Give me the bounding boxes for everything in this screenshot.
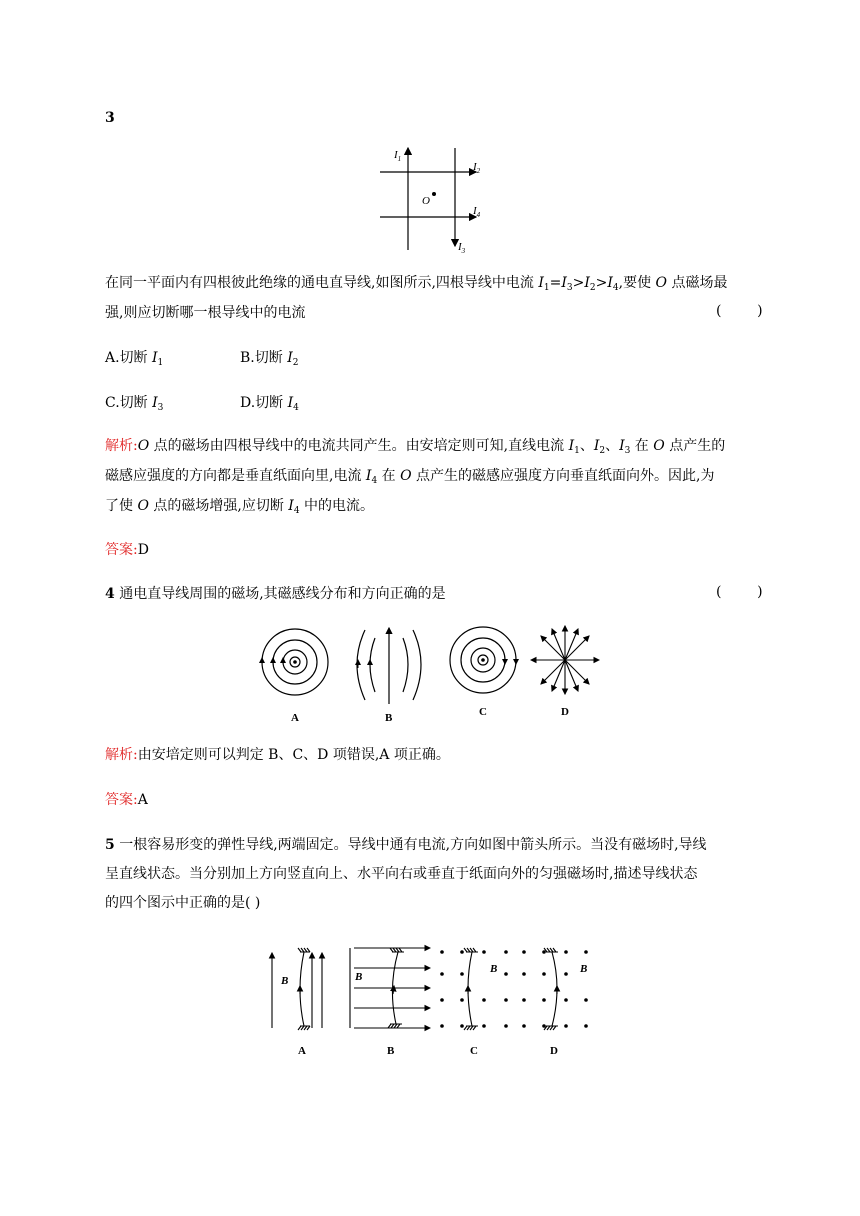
question-5-number: 5 [105,837,115,853]
q5-fig-label-a: A [298,1045,306,1057]
q5-option-a-figure [272,948,322,1030]
q3-analysis-line-1: 解析:O 点的磁场由四根导线中的电流共同产生。由安培定则可知,直线电流 $I_1$、$I_2$、$I_3$ 在 O 点产生的 [105,438,726,456]
q3-answer: 答案:D [105,542,149,558]
label-o: O [422,195,430,207]
fig-label-c: C [479,706,487,718]
question-3-number: 3 [105,110,115,126]
q5-stem-line-1: 5 一根容易形变的弹性导线,两端固定。导线中通有电流,方向如图中箭头所示。当没有磁场时,导线 [105,837,707,853]
q3-option-c: C.切断 $I_3$ [105,395,164,413]
analysis-label: 解析: [105,747,138,763]
q5-option-b-figure [350,948,430,1028]
q3-stem-line-2: 强,则应切断哪一根导线中的电流 [105,305,306,321]
field-label-a: B [281,975,289,987]
answer-label: 答案: [105,792,138,808]
q5-option-c-figure [440,948,508,1030]
q4-field-lines-figure [255,620,605,730]
fig-label-d: D [561,706,569,718]
analysis-label: 解析: [105,438,138,454]
field-label-d: B [580,963,588,975]
option-a-figure [262,629,328,695]
answer-label: 答案: [105,542,138,558]
q3-analysis-line-2: 磁感应强度的方向都是垂直纸面向里,电流 $I_4$ 在 O 点产生的磁感应强度方向垂直纸面向外。因此,为 [105,468,715,486]
option-b-figure [357,628,421,704]
q3-option-b: B.切断 $I_2$ [240,350,299,368]
fig-label-b: B [385,712,393,724]
q5-option-d-figure [522,948,588,1030]
q3-wire-grid-figure [370,142,500,254]
q4-stem: 4 通电直导线周围的磁场,其磁感线分布和方向正确的是 [105,586,446,602]
field-label-c: B [490,963,498,975]
option-d-figure [531,626,599,694]
q4-analysis: 解析:由安培定则可以判定 B、C、D 项错误,A 项正确。 [105,747,450,763]
q3-answer-blank: ( ) [716,303,763,319]
q5-elastic-wire-figure [262,938,602,1060]
q3-analysis-line-3: 了使 O 点的磁场增强,应切断 $I_4$ 中的电流。 [105,498,375,516]
q5-stem-line-3: 的四个图示中正确的是( ) [105,895,261,911]
label-i1: $I_1$ [394,149,402,163]
label-i4: $I_4$ [473,205,481,219]
q3-option-d: D.切断 $I_4$ [240,395,299,413]
q5-fig-label-c: C [470,1045,478,1057]
q4-answer-blank: ( ) [716,584,763,600]
point-o [432,192,436,196]
label-i3: $I_3$ [458,241,466,254]
field-label-b: B [355,971,363,983]
q4-answer: 答案:A [105,792,148,808]
q5-fig-label-b: B [387,1045,395,1057]
option-c-figure [450,627,516,693]
q5-fig-label-d: D [550,1045,558,1057]
q5-stem-line-2: 呈直线状态。当分别加上方向竖直向上、水平向右或垂直于纸面向外的匀强磁场时,描述导线状态 [105,866,698,882]
q3-stem-line-1: 在同一平面内有四根彼此绝缘的通电直导线,如图所示,四根导线中电流 $I_1=I_3>I_2>I_4$,要使 O 点磁场最 [105,275,728,293]
label-i2: $I_2$ [473,161,481,175]
q3-option-a: A.切断 $I_1$ [105,350,164,368]
question-4-number: 4 [105,586,115,602]
fig-label-a: A [291,712,299,724]
